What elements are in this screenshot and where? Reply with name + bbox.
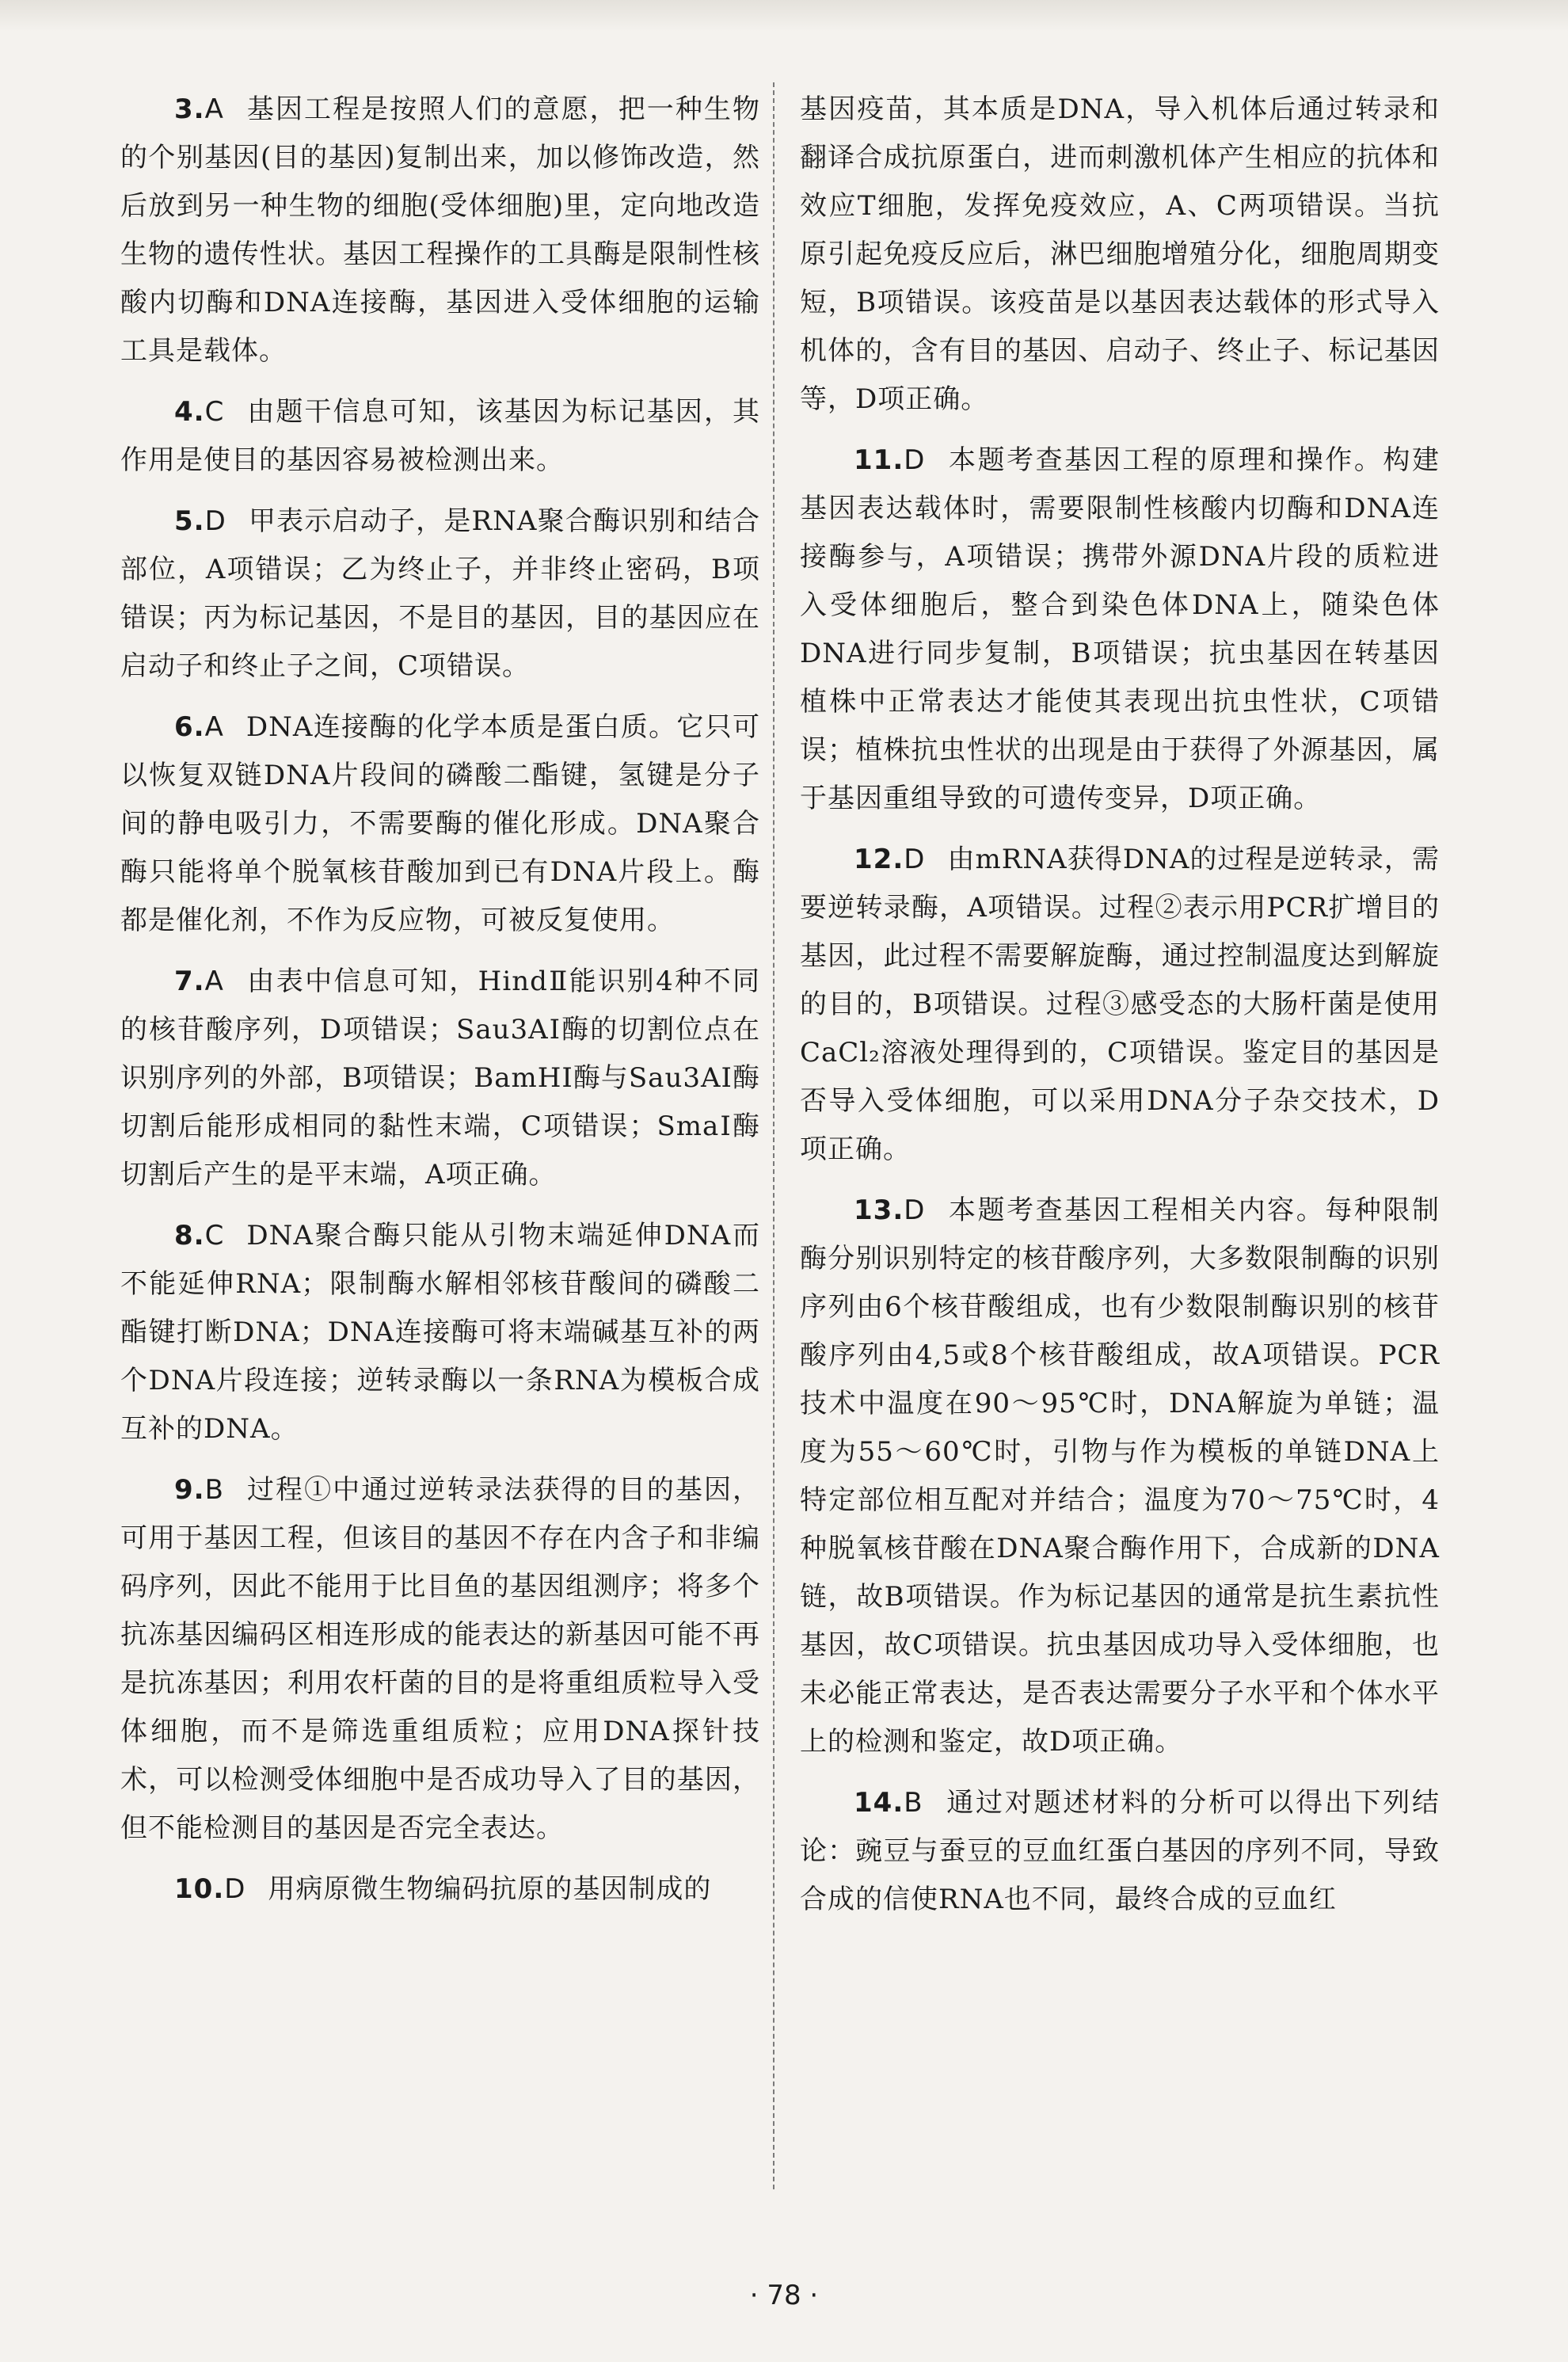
answer-letter: D	[904, 444, 926, 476]
answer-letter: D	[204, 505, 226, 537]
explanation-text: 基因工程是按照人们的意愿，把一种生物的个别基因(目的基因)复制出来，加以修饰改造，然后放到另一种生物的细胞(受体细胞)里，定向地改造生物的遗传性状。基因工程操作的工具酶是限制性核酸内切酶和DNA连接酶，基因进入受体细胞的运输工具是载体。	[120, 93, 760, 367]
explanation-text: 本题考查基因工程的原理和操作。构建基因表达载体时，需要限制性核酸内切酶和DNA连接酶参与，A项错误；携带外源DNA片段的质粒进入受体细胞后，整合到染色体DNA上，随染色体DNA进行同步复制，B项错误；抗虫基因在转基因植株中正常表达才能使其表现出抗虫性状，C项错误；植株抗虫性状的出现是由于获得了外源基因，属于基因重组导致的可遗传变异，D项正确。	[800, 444, 1440, 814]
answer-letter: D	[224, 1873, 246, 1905]
answer-paragraph	[120, 703, 760, 945]
explanation-text: 甲表示启动子，是RNA聚合酶识别和结合部位，A项错误；乙为终止子，并非终止密码，B项错误；丙为标记基因，不是目的基因，目的基因应在启动子和终止子之间，C项错误。	[120, 505, 760, 682]
answer-paragraph	[800, 836, 1440, 1174]
answer-letter: B	[904, 1787, 923, 1819]
answer-paragraph	[800, 1187, 1440, 1766]
scan-shadow	[0, 0, 1568, 32]
answer-paragraph	[120, 958, 760, 1199]
explanation-text: 用病原微生物编码抗原的基因制成的	[268, 1873, 712, 1905]
right-column	[800, 86, 1440, 1937]
question-number: 6.	[174, 711, 205, 743]
question-number: 9.	[174, 1474, 205, 1506]
answer-paragraph	[120, 86, 760, 375]
answer-letter: D	[904, 844, 926, 875]
explanation-text: 基因疫苗，其本质是DNA，导入机体后通过转录和翻译合成抗原蛋白，进而刺激机体产生相应的抗体和效应T细胞，发挥免疫效应，A、C两项错误。当抗原引起免疫反应后，淋巴细胞增殖分化，细胞周期变短，B项错误。该疫苗是以基因表达载体的形式导入机体的，含有目的基因、启动子、终止子、标记基因等，D项正确。	[800, 93, 1440, 415]
page-number: · 78 ·	[749, 2280, 819, 2311]
answer-paragraph	[120, 388, 760, 485]
explanation-text: 由mRNA获得DNA的过程是逆转录，需要逆转录酶，A项错误。过程②表示用PCR扩增目的基因，此过程不需要解旋酶，通过控制温度达到解旋的目的，B项错误。过程③感受态的大肠杆菌是使用CaCl₂溶液处理得到的，C项错误。鉴定目的基因是否导入受体细胞，可以采用DNA分子杂交技术，D项正确。	[800, 844, 1440, 1165]
answer-letter: B	[204, 1474, 224, 1506]
answer-letter: A	[204, 966, 224, 997]
explanation-text: 由表中信息可知，HindⅡ能识别4种不同的核苷酸序列，D项错误；Sau3AⅠ酶的切割位点在识别序列的外部，B项错误；BamHⅠ酶与Sau3AⅠ酶切割后能形成相同的黏性末端，C项错误；SmaⅠ酶切割后产生的是平末端，A项正确。	[120, 966, 760, 1191]
column-divider	[773, 82, 774, 2189]
question-number: 3.	[174, 93, 205, 125]
answer-paragraph	[800, 1779, 1440, 1924]
question-number: 7.	[174, 966, 205, 997]
explanation-text: DNA聚合酶只能从引物末端延伸DNA而不能延伸RNA；限制酶水解相邻核苷酸间的磷酸二酯键打断DNA；DNA连接酶可将末端碱基互补的两个DNA片段连接；逆转录酶以一条RNA为模板合成互补的DNA。	[120, 1220, 760, 1445]
answer-paragraph	[120, 497, 760, 691]
question-number: 5.	[174, 505, 205, 537]
explanation-text: DNA连接酶的化学本质是蛋白质。它只可以恢复双链DNA片段间的磷酸二酯键，氢键是分子间的静电吸引力，不需要酶的催化形成。DNA聚合酶只能将单个脱氧核苷酸加到已有DNA片段上。酶都是催化剂，不作为反应物，可被反复使用。	[120, 711, 760, 936]
answer-paragraph	[120, 1212, 760, 1453]
question-number: 12.	[854, 844, 904, 875]
answer-paragraph	[800, 436, 1440, 823]
answer-letter: A	[204, 711, 224, 743]
answer-letter: A	[204, 93, 224, 125]
question-number: 8.	[174, 1220, 205, 1251]
answer-paragraph	[120, 1466, 760, 1853]
question-number: 10.	[174, 1873, 225, 1905]
left-column	[120, 86, 760, 1926]
answer-letter: D	[904, 1194, 926, 1226]
explanation-text: 通过对题述材料的分析可以得出下列结论：豌豆与蚕豆的豆血红蛋白基因的序列不同，导致合成的信使RNA也不同，最终合成的豆血红	[800, 1787, 1440, 1915]
answer-paragraph	[120, 1865, 760, 1914]
question-number: 13.	[854, 1194, 904, 1226]
explanation-text: 由题干信息可知，该基因为标记基因，其作用是使目的基因容易被检测出来。	[120, 396, 760, 476]
explanation-text: 过程①中通过逆转录法获得的目的基因，可用于基因工程，但该目的基因不存在内含子和非编码序列，因此不能用于比目鱼的基因组测序；将多个抗冻基因编码区相连形成的能表达的新基因可能不再是抗冻基因；利用农杆菌的目的是将重组质粒导入受体细胞，而不是筛选重组质粒；应用DNA探针技术，可以检测受体细胞中是否成功导入了目的基因，但不能检测目的基因是否完全表达。	[120, 1474, 760, 1844]
question-number: 11.	[854, 444, 904, 476]
explanation-text: 本题考查基因工程相关内容。每种限制酶分别识别特定的核苷酸序列，大多数限制酶的识别序列由6个核苷酸组成，也有少数限制酶识别的核苷酸序列由4,5或8个核苷酸组成，故A项错误。PCR技术中温度在90～95℃时，DNA解旋为单链；温度为55～60℃时，引物与作为模板的单链DNA上特定部位相互配对并结合；温度为70～75℃时，4种脱氧核苷酸在DNA聚合酶作用下，合成新的DNA链，故B项错误。作为标记基因的通常是抗生素抗性基因，故C项错误。抗虫基因成功导入受体细胞，也未必能正常表达，是否表达需要分子水平和个体水平上的检测和鉴定，故D项正确。	[800, 1194, 1440, 1758]
answer-letter: C	[204, 396, 225, 428]
question-number: 4.	[174, 396, 205, 428]
question-number: 14.	[854, 1787, 904, 1819]
answer-paragraph-continued	[800, 86, 1440, 424]
answer-letter: C	[204, 1220, 225, 1251]
